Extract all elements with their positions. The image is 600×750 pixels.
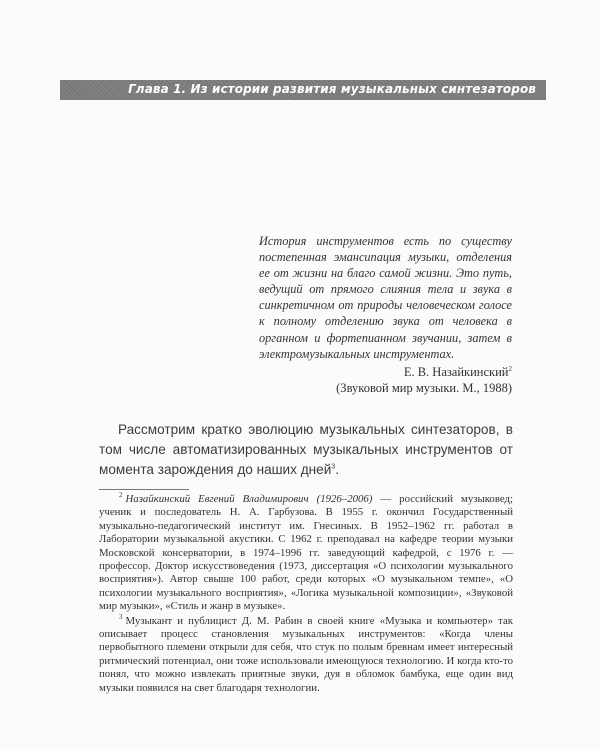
body-paragraph-end: . xyxy=(335,462,340,477)
footnote-divider xyxy=(99,489,189,490)
footnotes xyxy=(99,493,513,696)
footnote xyxy=(99,493,513,614)
body-paragraph xyxy=(99,420,513,480)
epigraph-author xyxy=(259,364,512,380)
footnote-person-name: Назайкинский Евгений Владимирович (1926–2006) xyxy=(125,493,373,505)
footnote-text: Музыкант и публицист Д. М. Рабин в своей книге «Музыка и компьютер» так описывает процесс становления музыкальных инструментов: «Когда члены первобытного племени открыли для себя, что стук по полым бревнам имеет интересный ритмический потенциал, они тоже использовали имеющуюся технологию. И когда кто-то понял, что можно извлекать приятные звуки, дуя в обломок бамбука, еще один вид музыки появился на свет благодаря технологии. xyxy=(99,614,513,694)
epigraph-author-name: Е. В. Назайкинский xyxy=(403,364,509,379)
chapter-title: Глава 1. Из истории развития музыкальных синтезаторов xyxy=(128,82,536,96)
footnote-ref-3: 3 xyxy=(331,463,336,471)
epigraph-text: История инструментов есть по существу постепенная эмансипация музыки, отделения ее от жизни на благо самой жизни. Это путь, ведущий от прямого слияния тела и звука в синкретичном от природы человеческом голосе к полному отделению звука от человека в органном и фортепианном звучании, затем в электромузыкальных инструментах. xyxy=(259,234,512,361)
epigraph xyxy=(259,233,512,396)
footnote-text: — российский музыковед; ученик и последователь Н. А. Гарбузова. В 1955 г. окончил Государственный музыкально-педагогический институт им. Гнесиных. В 1952–1962 гг. работал в Лаборатории музыкальной акустики. С 1962 г. преподавал на кафедре теории музыки Московской консерватории, в 1974–1996 гг. заведующий кафедрой, с 1976 г. — профессор. Доктор искусствоведения (1973, диссертация «О психологии музыкального восприятия»). Автор свыше 100 работ, среди которых «О музыкальном темпе», «О психологии музыкального восприятия», «Логика музыкальной композиции», «Звуковой мир музыки», «Стиль и жанр в музыке». xyxy=(99,493,514,613)
footnote xyxy=(99,615,513,695)
footnote-number: 2 xyxy=(119,491,123,500)
footnote-ref-2: 2 xyxy=(508,364,512,373)
chapter-header-bar xyxy=(60,80,546,100)
epigraph-source: (Звуковой мир музыки. М., 1988) xyxy=(336,380,512,395)
body-paragraph-text: Рассмотрим кратко эволюцию музыкальных синтезаторов, в том числе автоматизированных музыкальных инструментов от момента зарождения до наших дней xyxy=(99,422,513,477)
footnote-number: 3 xyxy=(119,613,123,622)
